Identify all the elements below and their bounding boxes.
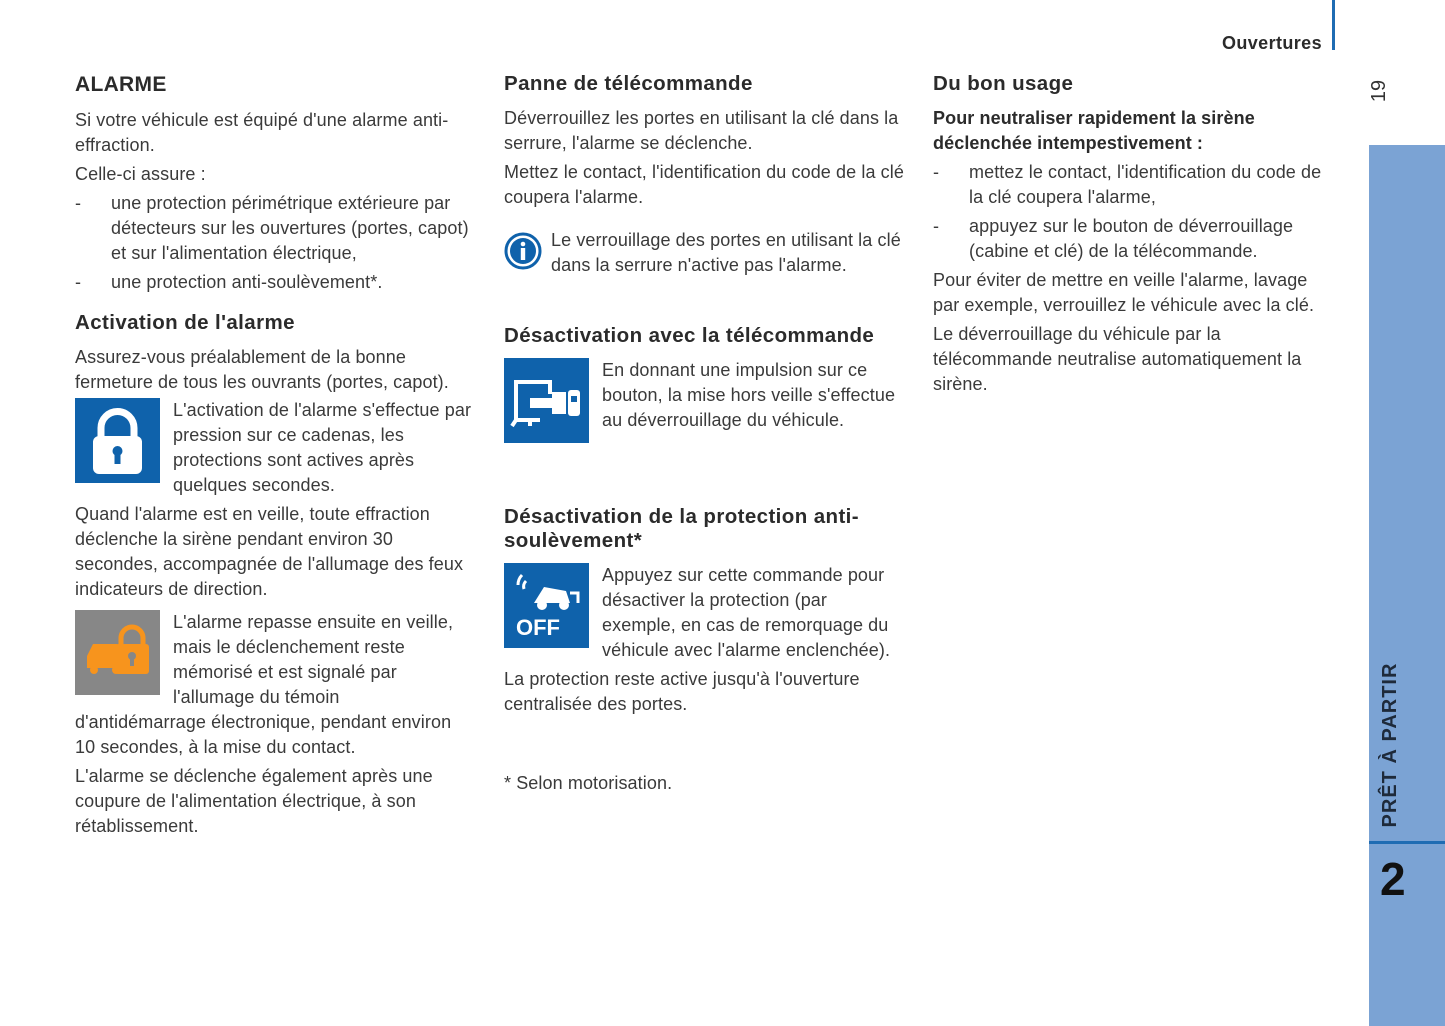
section-header: Ouvertures [1221, 33, 1322, 53]
activation-block [75, 398, 475, 498]
desactivation-telecommande-block [504, 358, 904, 433]
info-note [504, 228, 904, 278]
neutraliser-title: Pour neutraliser rapidement la sirène déclenchée intempestivement : [933, 108, 1255, 153]
panne-title: Panne de télécommande [504, 72, 753, 95]
footnote: * Selon motorisation. [504, 773, 673, 793]
list-item: - une protection périmétrique extérieure par détecteurs sur les ouvertures (portes, capot) et sur l'alimentation électrique, [75, 193, 469, 263]
coupure-paragraph: L'alarme se déclenche également après une coupure de l'alimentation électrique, à son rétablissement. [75, 766, 433, 836]
page-number: 19 [1368, 79, 1390, 103]
padlock-icon [75, 398, 160, 483]
activation-title: Activation de l'alarme [75, 311, 295, 334]
header-divider [1332, 0, 1335, 50]
column-bon-usage [933, 72, 1338, 401]
column-alarme [75, 72, 475, 843]
column-telecommande [504, 72, 904, 800]
list-item: - appuyez sur le bouton de déverrouillage (cabine et clé) de la télécommande. [933, 216, 1294, 261]
alarme-intro: Si votre véhicule est équipé d'une alarme anti-effraction. [75, 110, 449, 155]
panne-paragraph-1: Déverrouillez les portes en utilisant la clé dans la serrure, l'alarme se déclenche. [504, 108, 899, 153]
info-note-text: Le verrouillage des portes en utilisant la clé dans la serrure n'active pas l'alarme. [551, 230, 901, 275]
info-icon [504, 232, 542, 270]
veille-paragraph: Quand l'alarme est en veille, toute effraction déclenche la sirène pendant environ 30 secondes, accompagnée de l'allumage des feux indicateurs de direction. [75, 504, 464, 599]
alarme-title: ALARME [75, 73, 167, 96]
list-item: - une protection anti-soulèvement*. [75, 272, 383, 292]
desactivation-anti-block [504, 563, 904, 663]
off-label: OFF [516, 615, 560, 640]
repasse-icon-text: L'alarme repasse ensuite en veille, mais le déclenchement reste mémorisé et est signalé par l'allumage du témoin [173, 612, 454, 707]
eviter-paragraph: Pour éviter de mettre en veille l'alarme, lavage par exemple, verrouillez le véhicule avec la clé. [933, 270, 1315, 315]
immobiliser-warning-icon [75, 610, 160, 695]
list-item: - mettez le contact, l'identification du code de la clé coupera l'alarme, [933, 162, 1322, 207]
alarme-assure: Celle-ci assure : [75, 164, 206, 184]
desactivation-telecommande-title: Désactivation avec la télécommande [504, 324, 875, 347]
panne-paragraph-2: Mettez le contact, l'identification du code de la clé coupera l'alarme. [504, 162, 904, 207]
repasse-block [75, 610, 475, 710]
activation-icon-text: L'activation de l'alarme s'effectue par pression sur ce cadenas, les protections sont actives après quelques secondes. [173, 400, 472, 495]
chapter-title: PRÊT À PARTIR [1379, 662, 1401, 828]
chapter-divider [1369, 841, 1445, 844]
repasse-continuation: d'antidémarrage électronique, pendant environ 10 secondes, à la mise du contact. [75, 712, 452, 757]
desactivation-anti-title: Désactivation de la protection anti-soulèvement* [504, 505, 859, 552]
protection-paragraph: La protection reste active jusqu'à l'ouverture centralisée des portes. [504, 669, 860, 714]
chapter-number: 2 [1380, 853, 1406, 905]
desactivation-telecommande-text: En donnant une impulsion sur ce bouton, la mise hors veille s'effectue au déverrouillage du véhicule. [602, 360, 896, 430]
bon-usage-title: Du bon usage [933, 72, 1074, 95]
activation-paragraph: Assurez-vous préalablement de la bonne fermeture de tous les ouvrants (portes, capot). [75, 347, 449, 392]
remote-unlock-icon [504, 358, 589, 443]
desactivation-anti-text: Appuyez sur cette commande pour désactiver la protection (par exemple, en cas de remorquage du véhicule avec l'alarme enclenchée). [602, 565, 891, 660]
tilt-sensor-off-icon [504, 563, 589, 648]
deverrouillage-paragraph: Le déverrouillage du véhicule par la télécommande neutralise automatiquement la sirène. [933, 324, 1302, 394]
